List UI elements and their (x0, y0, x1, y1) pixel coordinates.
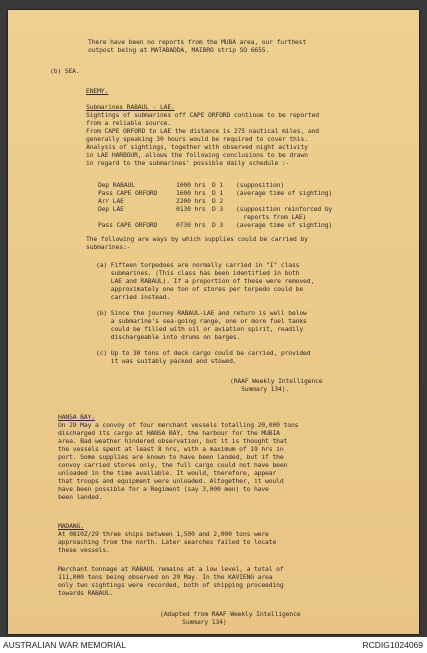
sea-heading: (b) SEA. (50, 67, 80, 75)
schedule-event: Pass CAPE ORFORD (98, 189, 158, 197)
para-line: from a reliable source. (86, 119, 172, 127)
para-line: discharged its cargo at HANSA BAY, the harbour for the MUBIA (58, 429, 280, 437)
schedule-time: 2200 hrs (176, 197, 206, 205)
para-line: these vessels. (58, 546, 110, 554)
source-line: (Adapted from RAAF Weekly Intelligence (160, 610, 301, 618)
para-line: submarines. (This class has been identified in both (96, 269, 300, 277)
document-page (8, 10, 419, 634)
hansa-bay-heading: HANSA BAY. (58, 413, 95, 421)
intro-line: There have been no reports from the MUBA area, our furthest (88, 38, 307, 46)
para-line: generally speaking 30 hours would be required to cover this. (86, 135, 308, 143)
intro-line: outpost being at MATABADDA, MAIBRO strip SO 6655. (88, 46, 270, 54)
para-line: that troops and equipment were unloaded. Altogether, it would (58, 477, 284, 485)
para-line: (a) Fifteen torpedoes are normally carried in "I" class (96, 261, 300, 269)
schedule-time: 1600 hrs (176, 189, 206, 197)
para-line: unloaded in the time available. It would, therefore, appear (58, 469, 277, 477)
para-line: carried instead. (96, 293, 170, 301)
schedule-time: 0130 hrs (176, 205, 206, 213)
para-line: On 29 May a convoy of four merchant vessels totalling 20,000 tons (58, 421, 299, 429)
para-line: submarines:- (86, 243, 131, 251)
schedule-event: Dep LAE (98, 205, 124, 213)
para-line: Sightings of submarines off CAPE ORFORD continue to be reported (86, 111, 319, 119)
para-line: At 0810Z/29 three ships between 1,500 and 2,000 tons were (58, 530, 269, 538)
para-line: The following are ways by which supplies could be carried by (86, 235, 308, 243)
para-line: the vessels spent at least 8 hrs, with a maximum of 19 hrs in (58, 445, 284, 453)
schedule-note: (average time of sighting) (236, 189, 333, 197)
archive-reference-id: RCDIG1024069 (362, 640, 423, 650)
schedule-time: 0730 hrs (176, 221, 206, 229)
para-line: LAE and RABAUL). If a proportion of these were removed, (96, 277, 315, 285)
schedule-day: D 3 (212, 221, 224, 229)
para-line: port. Some supplies are known to have been landed, but if the (58, 453, 284, 461)
para-line: have been possible for a Regiment (say 3,000 men) to have (58, 485, 269, 493)
archive-name: AUSTRALIAN WAR MEMORIAL (3, 640, 126, 650)
schedule-note: (supposition) (236, 181, 285, 189)
para-line: convoy carried stores only, the full cargo could not have been (58, 461, 288, 469)
para-line: approaching from the north. Later searches failed to locate (58, 538, 277, 546)
para-line: only two sightings were recorded, both of shipping proceeding (58, 581, 284, 589)
para-line: approximately one ton of stores per torpedo could be (96, 285, 304, 293)
schedule-note: (average time of sighting) (236, 221, 333, 229)
schedule-day: D 1 (212, 181, 224, 189)
schedule-note: (supposition reinforced by (236, 205, 333, 213)
madang-heading: MADANG. (58, 522, 84, 530)
para-line: could be filled with oil or aviation spirit, readily (96, 325, 304, 333)
schedule-day: D 2 (212, 197, 224, 205)
submarines-heading: Submarines RABAUL - LAE. (86, 103, 175, 111)
para-line: 111,000 tons being observed on 29 May. In the KAVIENG area (58, 573, 273, 581)
enemy-heading: ENEMY. (86, 87, 109, 95)
archive-footer (0, 637, 427, 653)
para-line: towards RABAUL. (58, 589, 114, 597)
schedule-event: Dep RABAUL (98, 181, 135, 189)
schedule-event: Pass CAPE ORFORD (98, 221, 158, 229)
para-line: Merchant tonnage at RABAUL remains at a low level, a total of (58, 565, 284, 573)
schedule-time: 1000 hrs (176, 181, 206, 189)
source-line: Summary 134) (160, 618, 227, 626)
para-line: (c) Up to 30 tons of deck cargo could be carried, provided (96, 349, 311, 357)
para-line: in LAE HARBOUR, allows the following conclusions to be drawn (86, 151, 308, 159)
schedule-day: D 3 (212, 205, 224, 213)
schedule-note: reports from LAE) (236, 213, 307, 221)
para-line: area. Bad weather hindered observation, but it is thought that (58, 437, 288, 445)
source-line: (RAAF Weekly Intelligence (230, 377, 323, 385)
para-line: Analysis of sightings, together with observed night activity (86, 143, 308, 151)
para-line: (b) Since the journey RABAUL-LAE and return is well below (96, 309, 307, 317)
para-line: it was suitably packed and stowed. (96, 357, 237, 365)
schedule-day: D 1 (212, 189, 224, 197)
para-line: a submarine's sea-going range, one or more fuel tanks (96, 317, 307, 325)
para-line: From CAPE ORFORD to LAE the distance is 275 nautical miles, and (86, 127, 319, 135)
para-line: been landed. (58, 493, 103, 501)
source-line: Summary 134). (230, 385, 290, 393)
para-line: in regard to the submarines' possible daily schedule :- (86, 159, 290, 167)
para-line: dischargeable into drums on barges. (96, 333, 241, 341)
schedule-event: Arr LAE (98, 197, 124, 205)
